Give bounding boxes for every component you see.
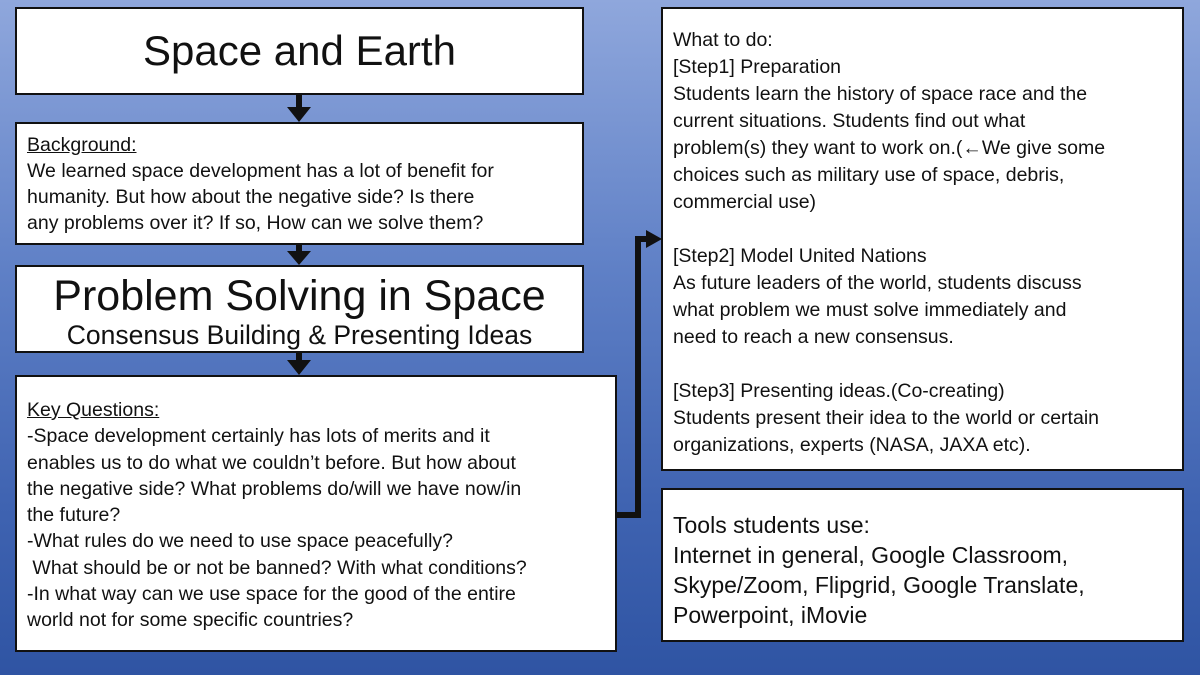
tools-line: Internet in general, Google Classroom,	[673, 542, 1069, 568]
key-question-line: What should be or not be banned? With what conditions?	[27, 556, 527, 579]
step1-line: commercial use)	[673, 191, 817, 213]
step1-title: [Step1] Preparation	[673, 56, 842, 78]
background-line: humanity. But how about the negative side? Is there	[27, 186, 475, 208]
step3-line: organizations, experts (NASA, JAXA etc).	[673, 434, 1031, 456]
step1-line: current situations. Students find out what	[673, 110, 1026, 132]
tools-heading: Tools students use:	[673, 512, 870, 538]
title-box	[15, 7, 584, 95]
key-questions-heading: Key Questions:	[27, 399, 160, 421]
tools-line: Powerpoint, iMovie	[673, 602, 868, 628]
tools-line: Skype/Zoom, Flipgrid, Google Translate,	[673, 572, 1085, 598]
step3-title: [Step3] Presenting ideas.(Co-creating)	[673, 380, 1005, 402]
arrow-title-to-background	[287, 95, 311, 122]
step1-line: Students learn the history of space race and the	[673, 83, 1088, 105]
what-to-do-heading: What to do:	[673, 29, 773, 51]
key-question-line: -What rules do we need to use space peacefully?	[27, 530, 454, 553]
what-to-do-box	[661, 7, 1184, 471]
key-question-line: -In what way can we use space for the good of the entire	[27, 583, 516, 606]
problem-solving-subtitle: Consensus Building & Presenting Ideas	[66, 320, 533, 350]
arrow-questions-to-steps	[617, 230, 662, 515]
key-question-line: -Space development certainly has lots of merits and it	[27, 425, 490, 448]
step2-title: [Step2] Model United Nations	[673, 245, 927, 267]
step2-line: As future leaders of the world, students discuss	[673, 272, 1082, 294]
background-box	[15, 122, 584, 245]
arrow-problem-to-questions	[287, 353, 311, 375]
background-line: We learned space development has a lot of benefit for	[27, 160, 494, 182]
problem-solving-title: Problem Solving in Space	[53, 272, 546, 320]
step2-line: what problem we must solve immediately and	[673, 299, 1067, 321]
step1-line: choices such as military use of space, debris,	[673, 164, 1065, 186]
key-question-line: world not for some specific countries?	[27, 609, 354, 632]
step3-line: Students present their idea to the world or certain	[673, 407, 1099, 429]
key-question-line: enables us to do what we couldn’t before. But how about	[27, 451, 516, 474]
tools-box	[661, 488, 1184, 642]
step2-line: need to reach a new consensus.	[673, 326, 954, 348]
key-question-line: the future?	[27, 504, 121, 527]
page-title: Space and Earth	[143, 27, 456, 74]
background-line: any problems over it? If so, How can we solve them?	[27, 212, 484, 234]
step1-line: problem(s) they want to work on.(←We give some	[673, 137, 1106, 159]
problem-solving-box	[15, 265, 584, 353]
background-heading: Background:	[27, 134, 137, 156]
arrow-background-to-problem	[287, 245, 311, 265]
key-question-line: the negative side? What problems do/will we have now/in	[27, 477, 522, 500]
key-questions-box	[15, 375, 617, 652]
